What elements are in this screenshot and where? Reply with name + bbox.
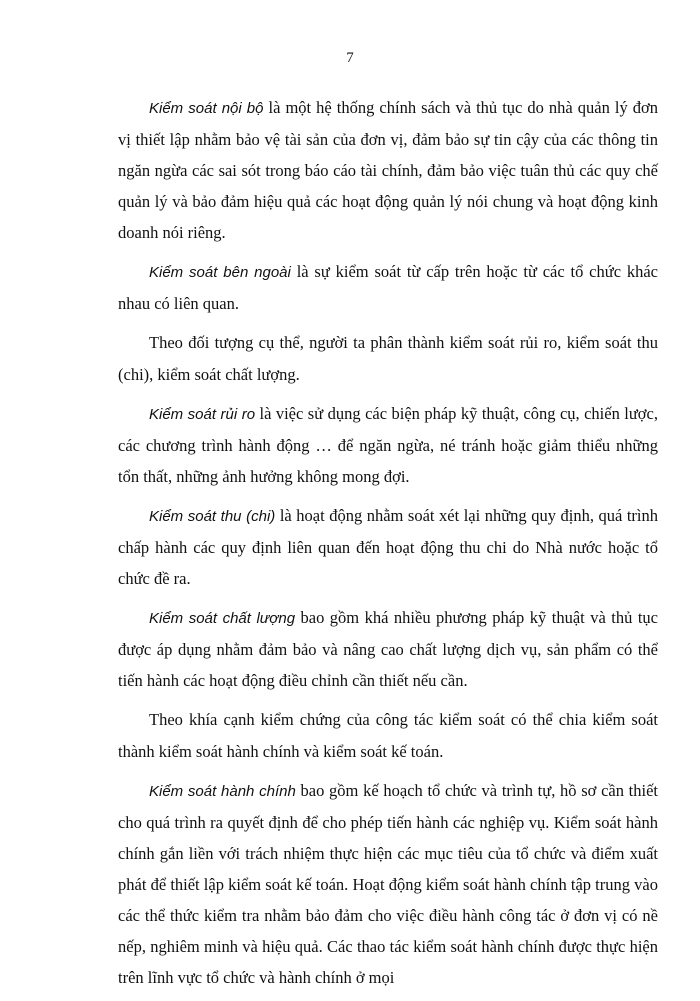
paragraph-text: bao gồm khá nhiều phương pháp kỹ thuật và thủ tục được áp dụng nhằm đảm bảo và nâng cao chất lượng dịch vụ, sản phẩm có thể tiến hành các hoạt động điều chỉnh cần thiết nếu cần. [118, 608, 658, 690]
term-internal-control: Kiểm soát nội bộ [149, 100, 264, 117]
paragraph-text: Theo khía cạnh kiểm chứng của công tác kiểm soát có thể chia kiểm soát thành kiểm soát hành chính và kiểm soát kế toán. [118, 710, 658, 761]
paragraph-text: là việc sử dụng các biện pháp kỹ thuật, công cụ, chiến lược, các chương trình hành động … để ngăn ngừa, né tránh hoặc giảm thiểu những tổn thất, những ảnh hưởng không mong đợi. [118, 404, 658, 486]
paragraph-administrative-control [118, 775, 658, 993]
paragraph-text: là hoạt động nhằm soát xét lại những quy định, quá trình chấp hành các quy định liên quan đến hoạt động thu chi do Nhà nước hoặc tổ chức đề ra. [118, 506, 659, 588]
paragraph-classification-object [118, 327, 658, 390]
paragraph-text: là một hệ thống chính sách và thủ tục do nhà quản lý đơn vị thiết lập nhằm bảo vệ tài sản của đơn vị, đảm bảo sự tin cậy của các thông tin ngăn ngừa các sai sót trong báo cáo tài chính, đảm bảo việc tuân thủ các quy chế quản lý và bảo đảm hiệu quả các hoạt động quản lý nói chung và hoạt động kinh doanh nói riêng. [118, 98, 659, 242]
paragraph-text: bao gồm kế hoạch tổ chức và trình tự, hồ sơ cần thiết cho quá trình ra quyết định để cho phép tiến hành các nghiệp vụ. Kiểm soát hành chính gắn liền với trách nhiệm thực hiện các mục tiêu của tổ chức và điểm xuất phát để thiết lập kiểm soát kế toán. Hoạt động kiểm soát hành chính tập trung vào các thể thức kiểm tra nhằm bảo đảm cho việc điều hành công tác ở đơn vị có nề nếp, nghiêm minh và hiệu quả. Các thao tác kiểm soát hành chính được thực hiện trên lĩnh vực tổ chức và hành chính ở mọi [118, 781, 659, 987]
term-external-control: Kiểm soát bên ngoài [149, 264, 291, 281]
paragraph-quality-control [118, 602, 658, 696]
term-revenue-control: Kiểm soát thu (chi) [149, 508, 276, 525]
paragraph-text: là sự kiểm soát từ cấp trên hoặc từ các tổ chức khác nhau có liên quan. [118, 262, 658, 313]
paragraph-risk-control [118, 398, 658, 492]
term-quality-control: Kiểm soát chất lượng [149, 610, 296, 627]
paragraph-text: Theo đối tượng cụ thể, người ta phân thành kiểm soát rủi ro, kiểm soát thu (chi), kiểm soát chất lượng. [118, 333, 658, 384]
paragraph-classification-verification [118, 704, 658, 767]
document-body [118, 92, 658, 1001]
paragraph-external-control [118, 256, 658, 319]
term-administrative-control: Kiểm soát hành chính [149, 783, 296, 800]
page-number: 7 [346, 50, 354, 66]
paragraph-internal-control [118, 92, 658, 248]
paragraph-revenue-control [118, 500, 658, 594]
term-risk-control: Kiểm soát rủi ro [149, 406, 256, 423]
